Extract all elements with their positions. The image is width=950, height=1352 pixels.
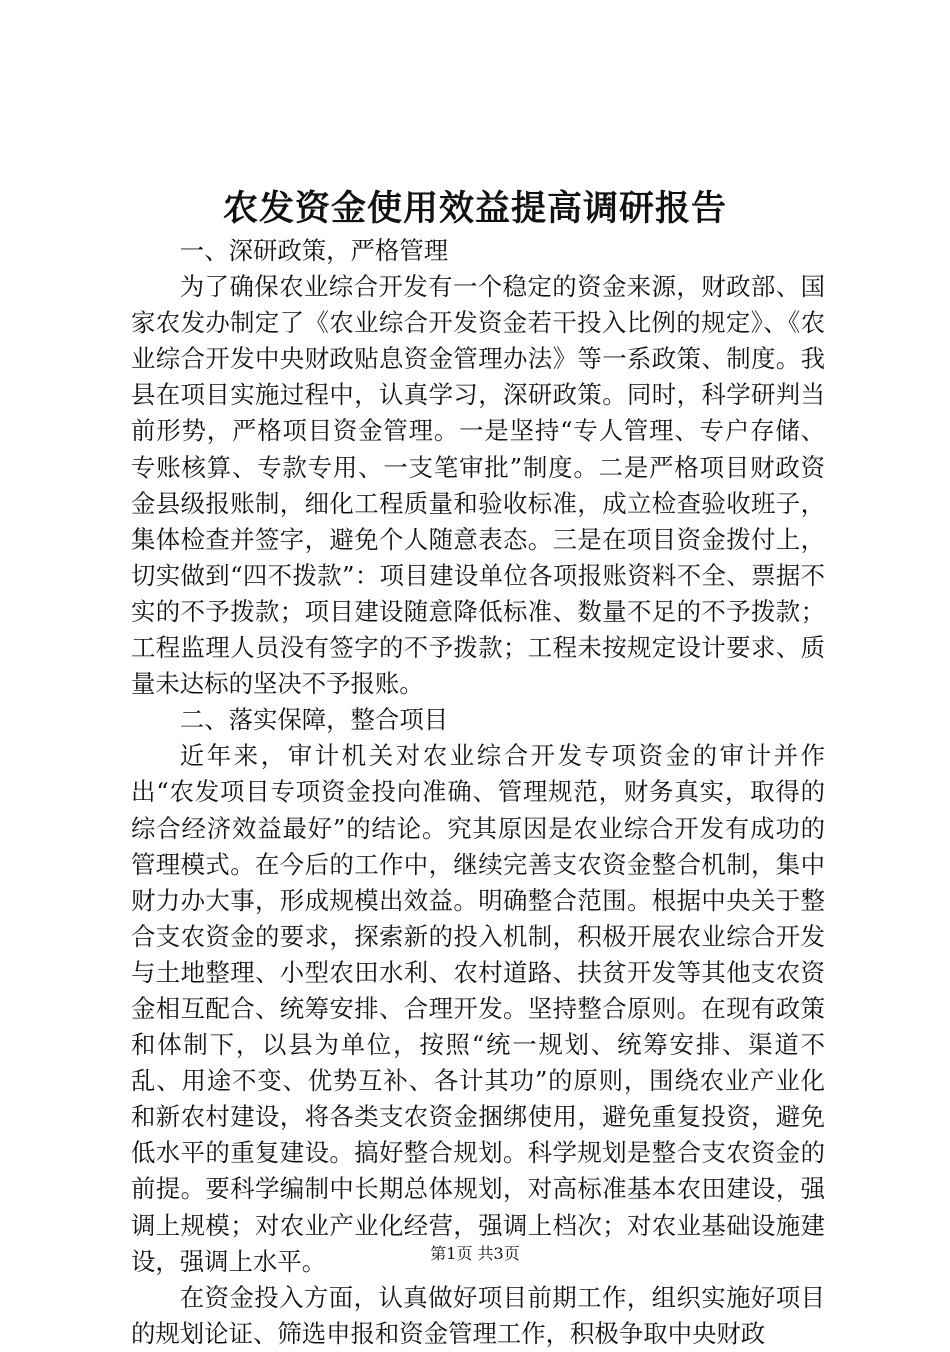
section-heading-1: 一、深研政策，严格管理 xyxy=(179,236,449,265)
document-body xyxy=(131,233,825,1352)
paragraph: 近年来，审计机关对农业综合开发专项资金的审计并作出“农发项目专项资金投向准确、管理规范，财务真实，取得的综合经济效益最好”的结论。究其原因是农业综合开发有成功的管理模式。在今后的工作中，继续完善支农资金整合机制，集中财力办大事，形成规模出效益。明确整合范围。根据中央关于整合支农资金的要求，探索新的投入机制，积极开展农业综合开发与土地整理、小型农田水利、农村道路、扶贫开发等其他支农资金相互配合、统筹安排、合理开发。坚持整合原则。在现有政策和体制下，以县为单位，按照“统一规划、统筹安排、渠道不乱、用途不变、优势互补、各计其功”的原则，围绕农业产业化和新农村建设，将各类支农资金捆绑使用，避免重复投资，避免低水平的重复建设。搞好整合规划。科学规划是整合支农资金的前提。要科学编制中长期总体规划，对高标准基本农田建设，强调上规模；对农业产业化经营，强调上档次；对农业基础设施建设，强调上水平。 xyxy=(131,741,825,1276)
section-heading-2: 二、落实保障，整合项目 xyxy=(179,705,449,735)
page-footer: 第1页 共3页 xyxy=(430,1244,520,1263)
paragraph: 在资金投入方面，认真做好项目前期工作，组织实施好项目的规划论证、筛选申报和资金管理工作，积极争取中央财政 xyxy=(131,1282,825,1348)
document-title: 农发资金使用效益提高调研报告 xyxy=(222,188,727,229)
paragraph: 为了确保农业综合开发有一个稳定的资金来源，财政部、国家农发办制定了《农业综合开发资金若干投入比例的规定》、《农业综合开发中央财政贴息资金管理办法》等一系政策、制度。我县在项目实施过程中，认真学习，深研政策。同时，科学研判当前形势，严格项目资金管理。一是坚持“专人管理、专户存储、专账核算、专款专用、一支笔审批”制度。二是严格项目财政资金县级报账制，细化工程质量和验收标准，成立检查验收班子，集体检查并签字，避免个人随意表态。三是在项目资金拨付上，切实做到“四不拨款”：项目建设单位各项报账资料不全、票据不实的不予拨款；项目建设随意降低标准、数量不足的不予拨款；工程监理人员没有签字的不予拨款；工程未按规定设计要求、质量未达标的坚决不予报账。 xyxy=(131,272,825,699)
